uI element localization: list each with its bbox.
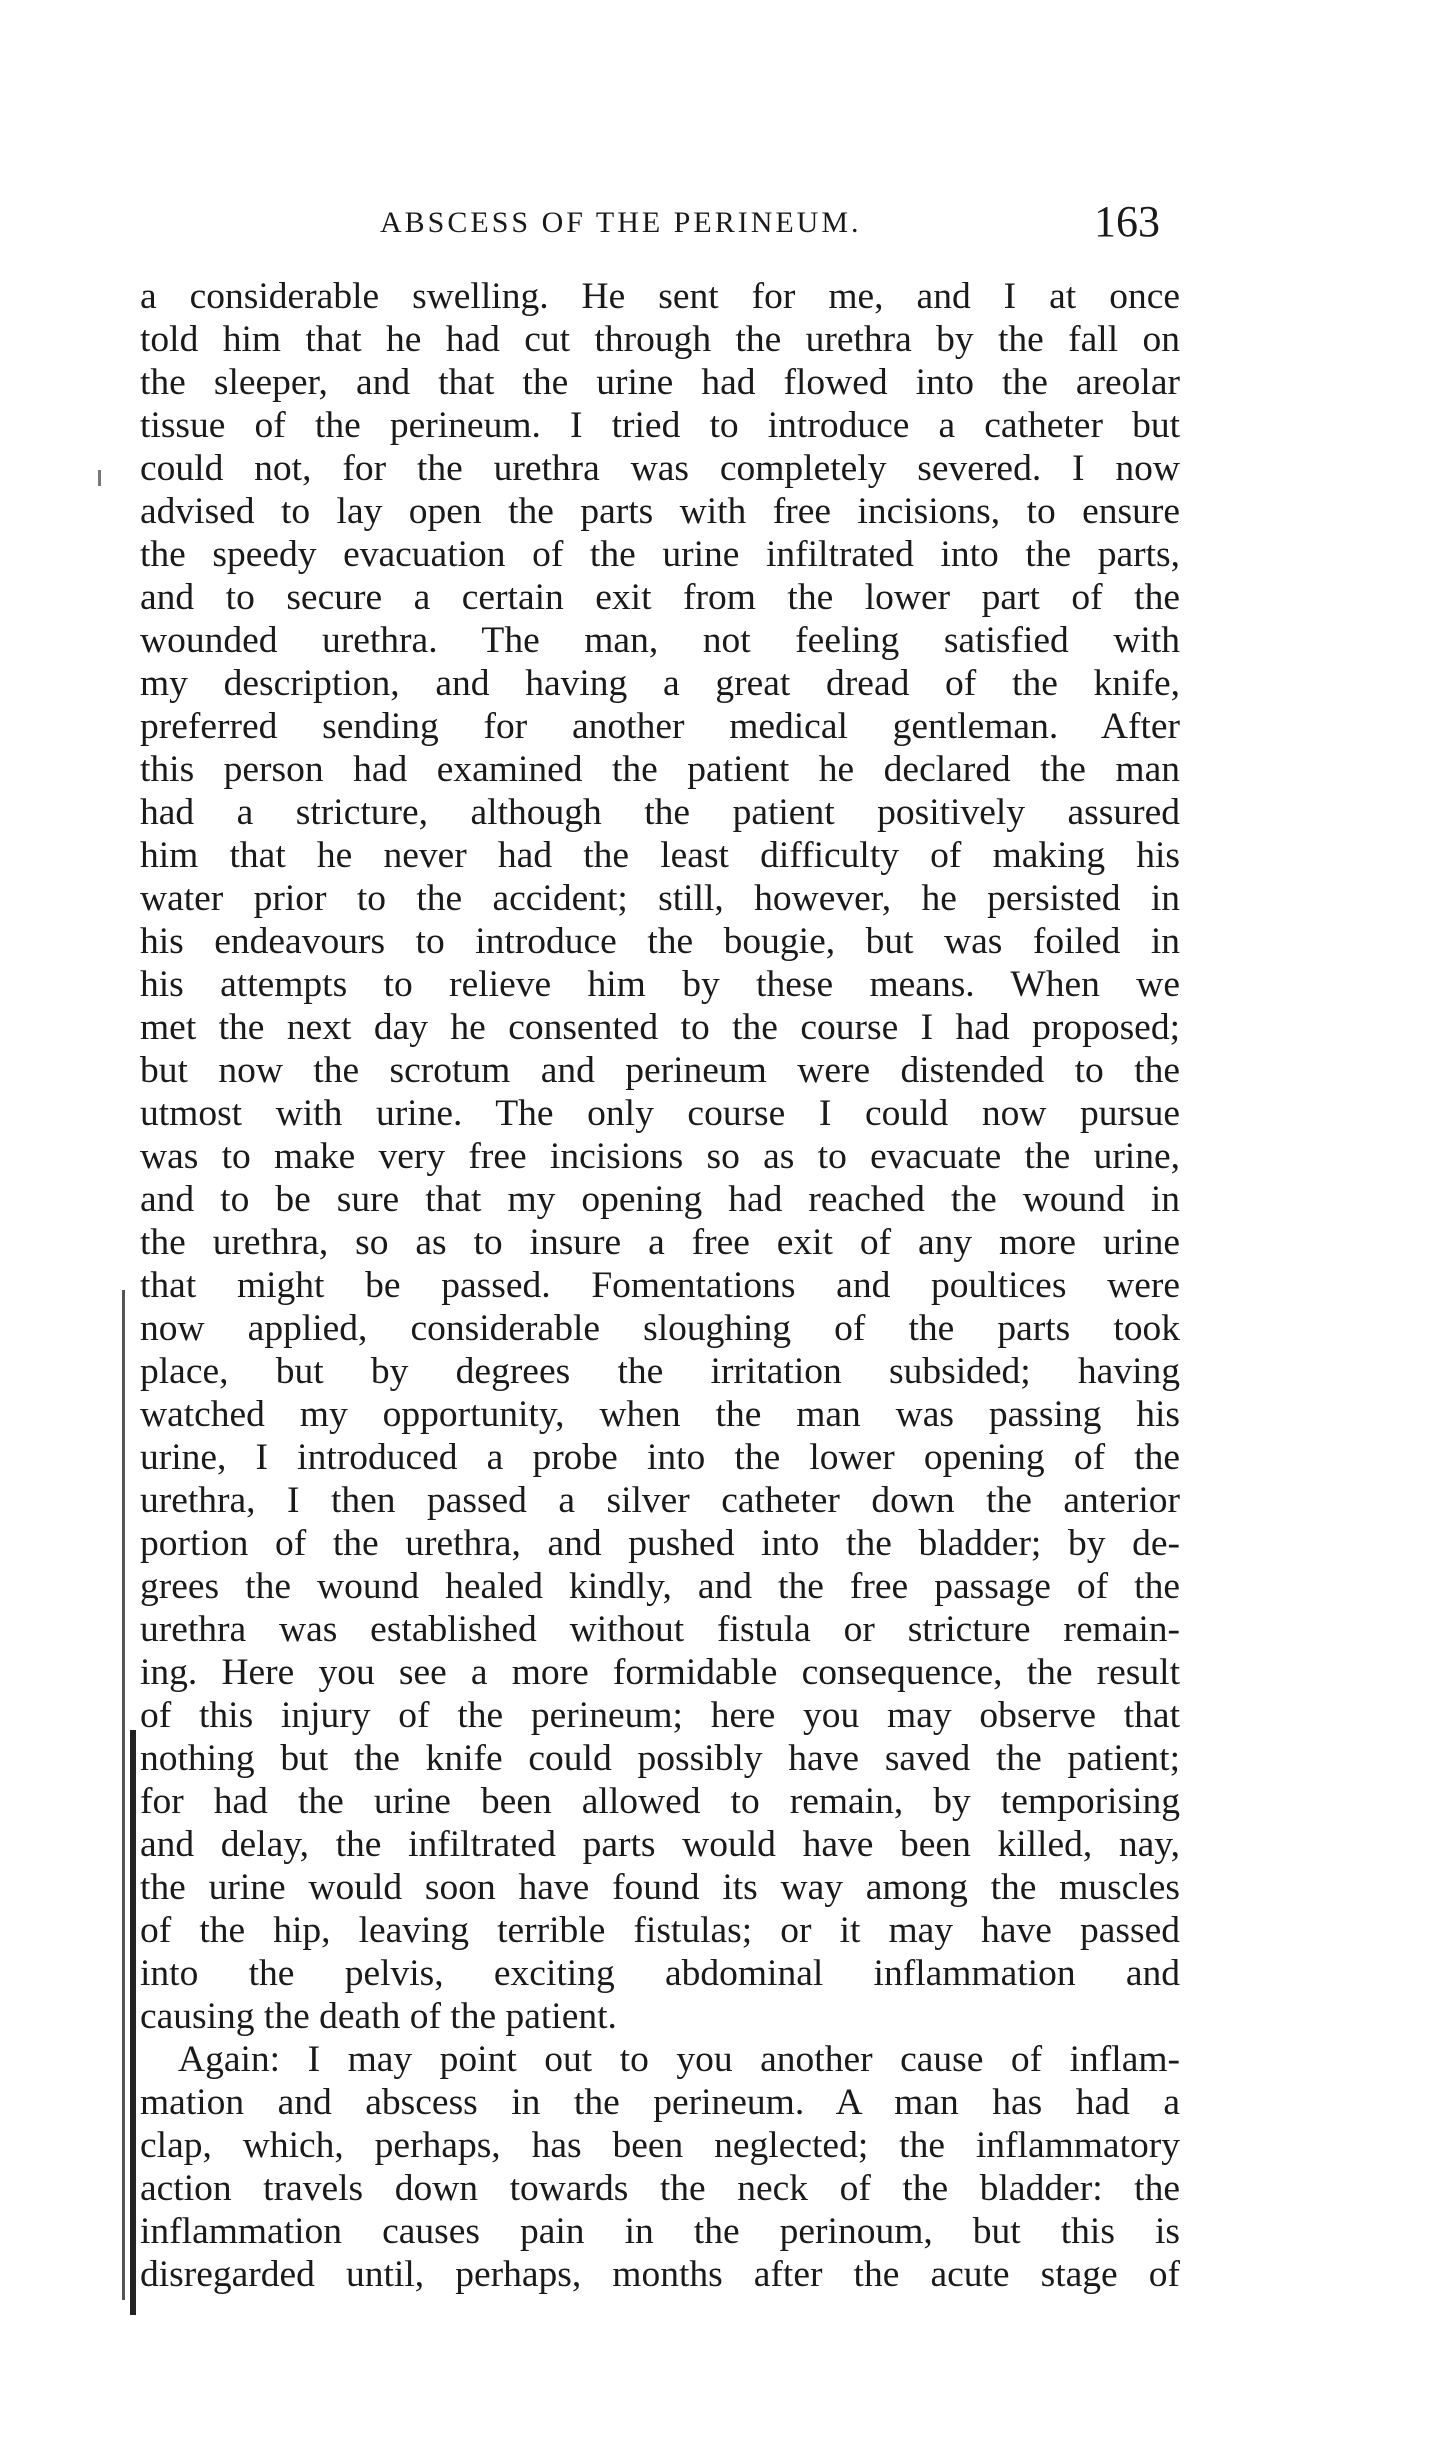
text-line: utmost with urine. The only course I could now pursue — [140, 1093, 1180, 1134]
text-line: for had the urine been allowed to remain, by temporising — [140, 1781, 1180, 1822]
text-line: the urethra, so as to insure a free exit of any more urine — [140, 1222, 1180, 1263]
text-line: into the pelvis, exciting abdominal inflammation and — [140, 1953, 1180, 1994]
text-line: tissue of the perineum. I tried to introduce a catheter but — [140, 405, 1180, 446]
text-line: of the hip, leaving terrible fistulas; or it may have passed — [140, 1910, 1180, 1951]
text-line: ing. Here you see a more formidable consequence, the result — [140, 1652, 1180, 1693]
text-line: my description, and having a great dread of the knife, — [140, 663, 1180, 704]
text-line: grees the wound healed kindly, and the free passage of the — [140, 1566, 1180, 1607]
margin-scan-mark — [98, 470, 101, 486]
text-line: portion of the urethra, and pushed into the bladder; by de- — [140, 1523, 1180, 1564]
text-line: wounded urethra. The man, not feeling satisfied with — [140, 620, 1180, 661]
text-line: urethra was established without fistula or stricture remain- — [140, 1609, 1180, 1650]
paragraph-end-line: causing the death of the patient. — [140, 1996, 617, 2037]
text-line: could not, for the urethra was completely severed. I now — [140, 448, 1180, 489]
text-line: preferred sending for another medical gentleman. After — [140, 706, 1180, 747]
text-line: now applied, considerable sloughing of the parts took — [140, 1308, 1180, 1349]
text-line: clap, which, perhaps, has been neglected; the inflammatory — [140, 2125, 1180, 2166]
text-line: water prior to the accident; still, however, he persisted in — [140, 878, 1180, 919]
text-line: of this injury of the perineum; here you may observe that — [140, 1695, 1180, 1736]
text-line: action travels down towards the neck of the bladder: the — [140, 2168, 1180, 2209]
text-line: was to make very free incisions so as to evacuate the urine, — [140, 1136, 1180, 1177]
text-line: urethra, I then passed a silver catheter down the anterior — [140, 1480, 1180, 1521]
text-line: this person had examined the patient he declared the man — [140, 749, 1180, 790]
text-line: but now the scrotum and perineum were distended to the — [140, 1050, 1180, 1091]
text-line: that might be passed. Fomentations and poultices were — [140, 1265, 1180, 1306]
text-line: his endeavours to introduce the bougie, but was foiled in — [140, 921, 1180, 962]
text-line: told him that he had cut through the urethra by the fall on — [140, 319, 1180, 360]
text-line: and to secure a certain exit from the lower part of the — [140, 577, 1180, 618]
text-line: the urine would soon have found its way among the muscles — [140, 1867, 1180, 1908]
margin-scan-bar — [130, 1730, 136, 2315]
text-line: mation and abscess in the perineum. A man has had a — [140, 2082, 1180, 2123]
text-line: disregarded until, perhaps, months after the acute stage of — [140, 2254, 1180, 2295]
text-line: place, but by degrees the irritation subsided; having — [140, 1351, 1180, 1392]
text-line: and delay, the infiltrated parts would have been killed, nay, — [140, 1824, 1180, 1865]
text-line: and to be sure that my opening had reached the wound in — [140, 1179, 1180, 1220]
text-line: a considerable swelling. He sent for me, and I at once — [140, 276, 1180, 317]
text-line: had a stricture, although the patient positively assured — [140, 792, 1180, 833]
text-line: advised to lay open the parts with free incisions, to ensure — [140, 491, 1180, 532]
text-line: urine, I introduced a probe into the lower opening of the — [140, 1437, 1180, 1478]
paragraph-start-line: Again: I may point out to you another cause of inflam- — [178, 2039, 1180, 2080]
body-text — [140, 275, 1180, 2296]
margin-scan-line — [122, 1290, 125, 2300]
text-line: his attempts to relieve him by these means. When we — [140, 964, 1180, 1005]
running-title: ABSCESS OF THE PERINEUM. — [380, 206, 862, 239]
text-line: met the next day he consented to the course I had proposed; — [140, 1007, 1180, 1048]
text-line: nothing but the knife could possibly have saved the patient; — [140, 1738, 1180, 1779]
text-line: watched my opportunity, when the man was passing his — [140, 1394, 1180, 1435]
running-head — [140, 196, 1180, 246]
page-number: 163 — [1094, 197, 1160, 246]
text-line: inflammation causes pain in the perinoum, but this is — [140, 2211, 1180, 2252]
text-line: him that he never had the least difficulty of making his — [140, 835, 1180, 876]
text-line: the sleeper, and that the urine had flowed into the areolar — [140, 362, 1180, 403]
text-line: the speedy evacuation of the urine infiltrated into the parts, — [140, 534, 1180, 575]
